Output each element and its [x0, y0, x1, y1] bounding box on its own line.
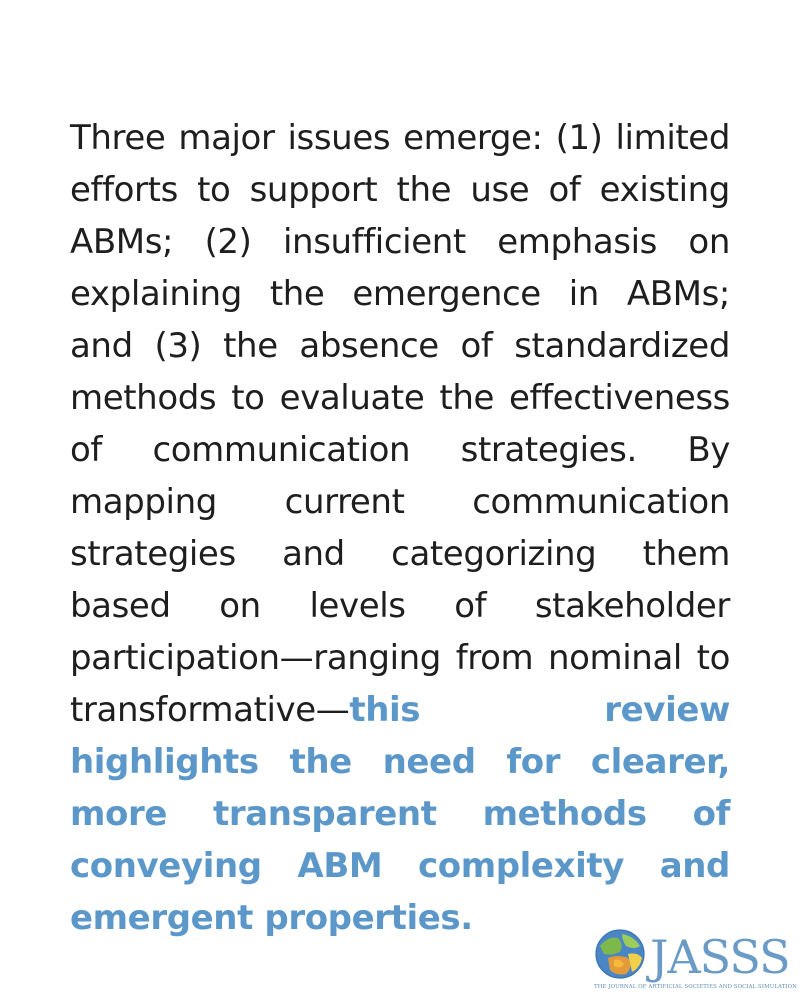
- jasss-tagline: THE JOURNAL OF ARTIFICIAL SOCIETIES AND SOCIAL SIMULATION: [594, 984, 797, 990]
- globe-emblem-icon: [594, 928, 646, 980]
- body-text: Three major issues emerge: (1) limited efforts to support the use of existing ABMs; (2) insufficient emphasis on explaining the emergence in ABMs; and (3) the absence of standardized methods to evaluate the effectiveness of communication strategies. By mapping current communication strategies and categorizing them based on levels of stakeholder participation—ranging from nominal to transformative—: [70, 118, 730, 730]
- highlighted-conclusion: this review highlights the need for clearer, more transparent methods of conveying ABM complexity and emergent properties.: [70, 690, 730, 938]
- jasss-wordmark: JASSS: [650, 930, 790, 984]
- jasss-logo: [594, 928, 797, 994]
- article-excerpt: [70, 112, 730, 944]
